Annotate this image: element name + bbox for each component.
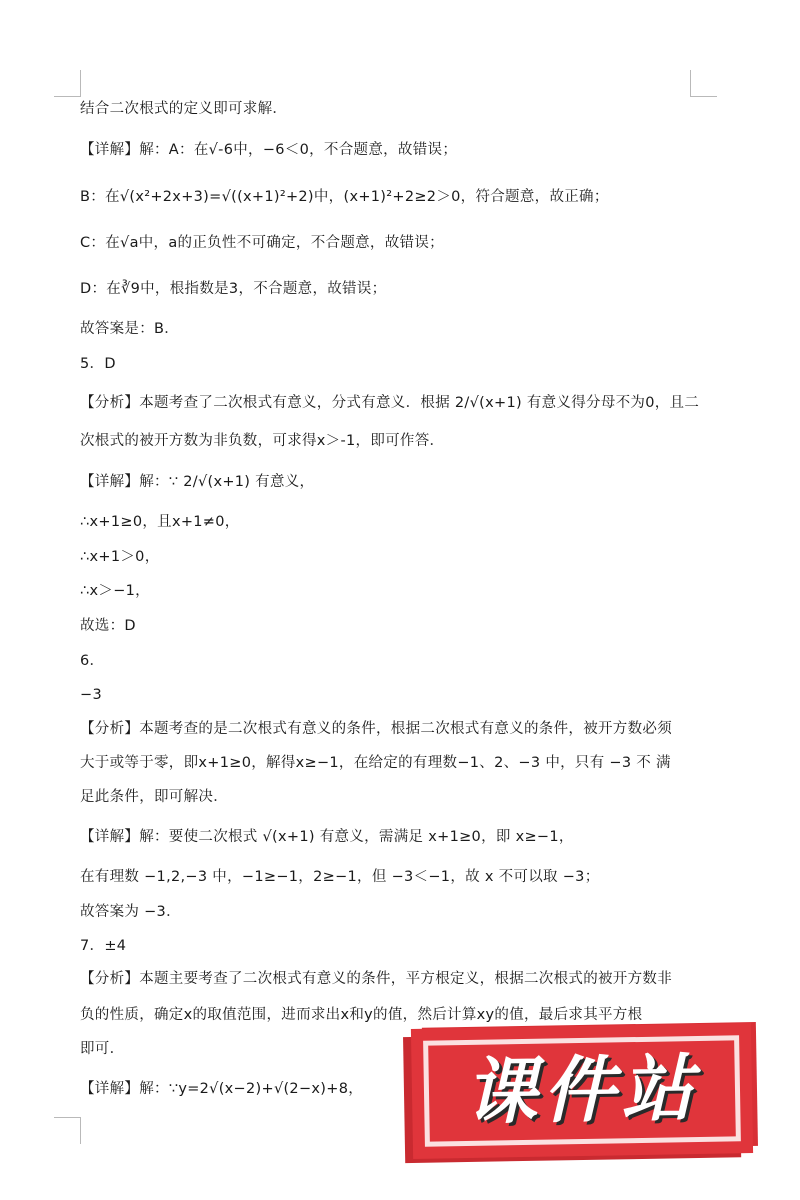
crop-mark-top-left (54, 70, 81, 97)
text-line: 在有理数 −1,2,−3 中，−1≥−1，2≥−1，但 −3＜−1，故 x 不可以取 −3； (80, 869, 600, 885)
text-line: 故答案为 −3． (80, 904, 181, 920)
text-line: 【详解】解：A：在√-6中，−6＜0，不合题意，故错误； (80, 142, 458, 158)
text-line: C：在√a中，a的正负性不可确定，不合题意，故错误； (80, 235, 444, 251)
text-line: 【详解】解：∵ 2/√(x+1) 有意义， (80, 474, 315, 490)
item-number: 6． (80, 653, 105, 669)
text-line: ∴x+1≥0，且x+1≠0， (80, 514, 240, 530)
text-line: 【分析】本题考查的是二次根式有意义的条件，根据二次根式有意义的条件，被开方数必须 (80, 721, 672, 737)
text-line: 故选：D (80, 618, 136, 634)
text-line: 【详解】解：要使二次根式 √(x+1) 有意义，需满足 x+1≥0，即 x≥−1， (80, 829, 574, 845)
answer-text: −3 (80, 687, 102, 703)
text-line: 【分析】本题考查了二次根式有意义，分式有意义．根据 2/√(x+1) 有意义得分母不为0，且二 (80, 395, 700, 411)
text-line: 足此条件，即可解决． (80, 789, 228, 805)
crop-mark-bottom-left (54, 1117, 81, 1144)
text-line: D：在∛9中，根指数是3，不合题意，故错误； (80, 281, 387, 297)
text-line: ∴x+1＞0， (80, 549, 160, 565)
text-line: B：在√(x²+2x+3)=√((x+1)²+2)中，(x+1)²+2≥2＞0，符合题意，故正确； (80, 189, 609, 205)
text-line: 负的性质，确定x的取值范围，进而求出x和y的值，然后计算xy的值，最后求其平方根 (80, 1007, 643, 1023)
text-line: 即可． (80, 1041, 125, 1057)
watermark-stamp (411, 1023, 753, 1159)
text-line: 次根式的被开方数为非负数，可求得x＞-1，即可作答． (80, 433, 445, 449)
watermark-text: 课件站 (464, 1045, 700, 1135)
text-line: 结合二次根式的定义即可求解． (80, 101, 288, 117)
text-line: 【分析】本题主要考查了二次根式有意义的条件，平方根定义，根据二次根式的被开方数非 (80, 971, 672, 987)
crop-mark-top-right (690, 70, 717, 97)
item-number: 5．D (80, 356, 116, 372)
text-line: 【详解】解：∵y=2√(x−2)+√(2−x)+8， (80, 1081, 364, 1097)
item-number: 7．±4 (80, 938, 127, 954)
text-line: ∴x＞−1， (80, 583, 150, 599)
text-line: 故答案是：B． (80, 321, 180, 337)
text-line: 大于或等于零，即x+1≥0，解得x≥−1，在给定的有理数−1、2、−3 中，只有 −3 不 满 (80, 755, 671, 771)
